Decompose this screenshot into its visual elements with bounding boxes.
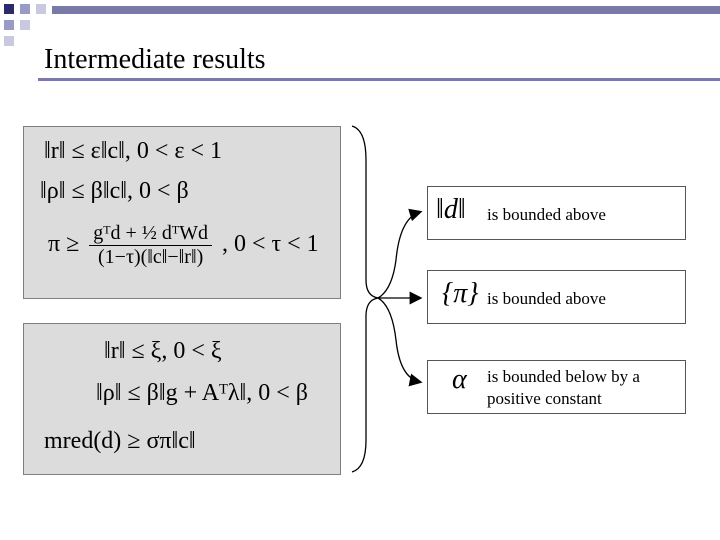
equation-r-xi-bound: ‖r‖ ≤ ξ, 0 < ξ bbox=[104, 338, 222, 364]
pi-bound-denominator: (1−τ)(‖c‖−‖r‖) bbox=[98, 246, 204, 268]
slide-title: Intermediate results bbox=[44, 44, 266, 75]
arrow-to-alpha bbox=[378, 298, 420, 382]
equation-rho-bound: ‖ρ‖ ≤ β‖c‖, 0 < β bbox=[40, 178, 189, 204]
equation-mred-bound: mred(d) ≥ σπ‖c‖ bbox=[44, 428, 196, 454]
arrow-to-d bbox=[378, 212, 420, 298]
result-text-alpha-line2: positive constant bbox=[487, 389, 602, 408]
pi-bound-numerator: gᵀd + ½ dᵀWd bbox=[89, 222, 212, 246]
result-text-d: is bounded above bbox=[487, 205, 606, 224]
equation-r-bound: ‖r‖ ≤ ε‖c‖, 0 < ε < 1 bbox=[44, 138, 222, 164]
result-symbol-d: ‖d‖ bbox=[436, 194, 466, 225]
pi-bound-prefix: π ≥ bbox=[48, 231, 80, 258]
result-text-pi: is bounded above bbox=[487, 289, 606, 308]
pi-bound-suffix: , 0 < τ < 1 bbox=[221, 231, 319, 258]
result-symbol-alpha: α bbox=[452, 364, 467, 395]
equation-rho-lagrange-bound: ‖ρ‖ ≤ β‖g + Aᵀλ‖, 0 < β bbox=[96, 380, 308, 406]
result-text-alpha bbox=[487, 366, 640, 410]
grouping-brace bbox=[352, 126, 378, 472]
result-text-alpha-line1: is bounded below by a bbox=[487, 367, 640, 386]
result-symbol-pi: {π} bbox=[442, 278, 479, 309]
